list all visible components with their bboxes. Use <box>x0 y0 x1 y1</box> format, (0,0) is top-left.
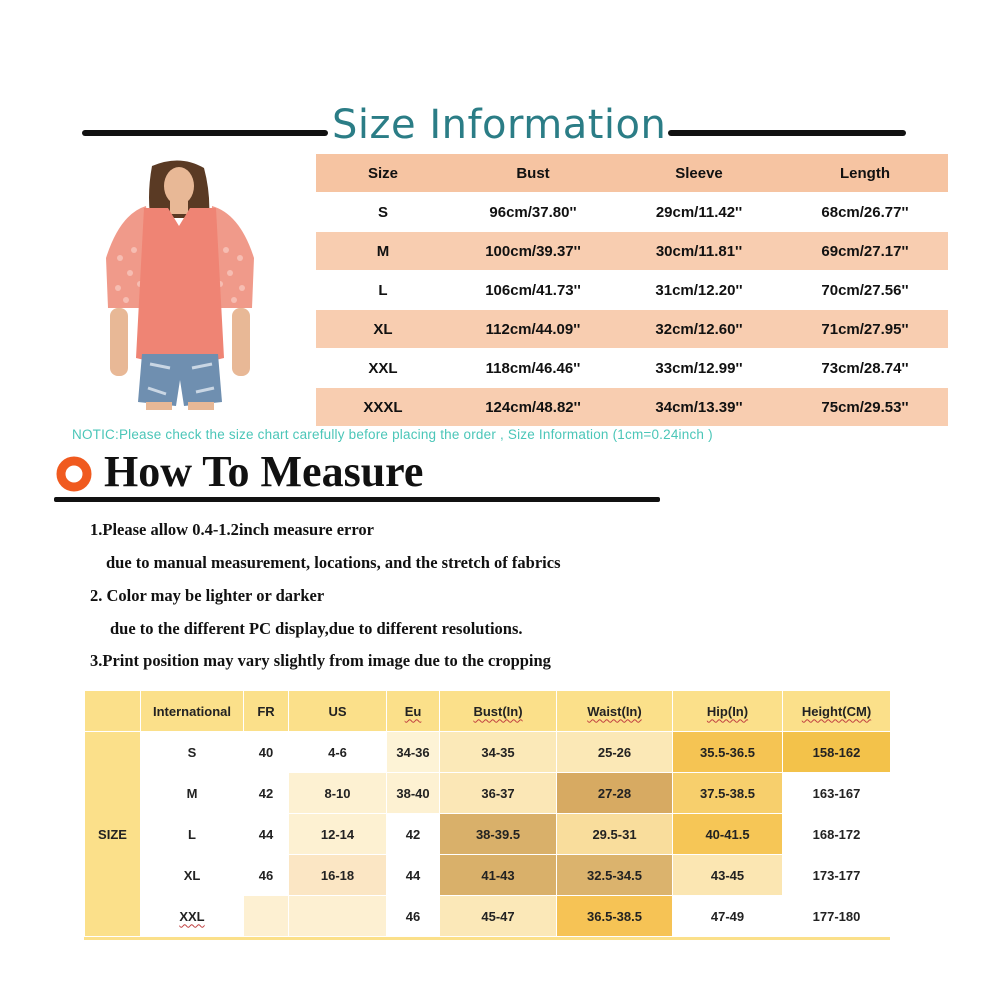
cell-international: L <box>141 814 244 855</box>
header-hip <box>673 691 783 732</box>
model-photo <box>100 158 260 410</box>
cell-bust: 106cm/41.73'' <box>450 271 616 310</box>
title-rule-right <box>668 130 906 136</box>
cell-sleeve: 29cm/11.42'' <box>616 193 782 232</box>
cell-bust: 112cm/44.09'' <box>450 310 616 349</box>
cell-sleeve: 31cm/12.20'' <box>616 271 782 310</box>
cell-fr: 40 <box>244 732 289 773</box>
header-eu-label: Eu <box>404 703 422 719</box>
cell-sleeve: 30cm/11.81'' <box>616 232 782 271</box>
table-row <box>85 814 891 855</box>
cell-eu: 34-36 <box>387 732 440 773</box>
cell-height: 168-172 <box>783 814 891 855</box>
header-international: International <box>141 691 244 732</box>
cell-eu: 44 <box>387 855 440 896</box>
cell-eu: 46 <box>387 896 440 937</box>
header-length: Length <box>782 154 948 193</box>
measure-note: 2. Color may be lighter or darker <box>90 586 325 605</box>
measure-note: due to the different PC display,due to different resolutions. <box>110 619 523 638</box>
size-table-header <box>316 154 948 193</box>
cell-sleeve: 33cm/12.99'' <box>616 349 782 388</box>
cell-bust: 34-35 <box>440 732 557 773</box>
header-height-label: Height(CM) <box>801 703 872 719</box>
cell-bust: 118cm/46.46'' <box>450 349 616 388</box>
cell-height: 173-177 <box>783 855 891 896</box>
cell-bust: 124cm/48.82'' <box>450 388 616 427</box>
cell-size: S <box>316 193 450 232</box>
measure-note: 3.Print position may vary slightly from image due to the cropping <box>90 651 551 670</box>
cell-us: 12-14 <box>289 814 387 855</box>
cell-us: 8-10 <box>289 773 387 814</box>
cell-hip: 37.5-38.5 <box>673 773 783 814</box>
cell-international <box>141 896 244 937</box>
cell-international: S <box>141 732 244 773</box>
cell-waist: 32.5-34.5 <box>557 855 673 896</box>
cell-sleeve: 34cm/13.39'' <box>616 388 782 427</box>
cell-length: 70cm/27.56'' <box>782 271 948 310</box>
cell-waist: 25-26 <box>557 732 673 773</box>
title-rule-left <box>82 130 328 136</box>
cell-size: M <box>316 232 450 271</box>
cell-height: 158-162 <box>783 732 891 773</box>
header-waist <box>557 691 673 732</box>
cell-international: M <box>141 773 244 814</box>
header-bust <box>440 691 557 732</box>
cell-hip: 43-45 <box>673 855 783 896</box>
table-row <box>85 896 891 937</box>
cell-hip: 35.5-36.5 <box>673 732 783 773</box>
orange-ring-icon <box>56 456 92 492</box>
cell-eu: 42 <box>387 814 440 855</box>
header-us: US <box>289 691 387 732</box>
international-size-table <box>84 690 891 937</box>
table-row <box>316 310 948 349</box>
cell-hip: 40-41.5 <box>673 814 783 855</box>
cell-waist: 27-28 <box>557 773 673 814</box>
cell-hip: 47-49 <box>673 896 783 937</box>
cell-waist: 36.5-38.5 <box>557 896 673 937</box>
cell-international: XL <box>141 855 244 896</box>
cell-size: XXXL <box>316 388 450 427</box>
cell-bust: 41-43 <box>440 855 557 896</box>
cell-fr: 46 <box>244 855 289 896</box>
cell-length: 69cm/27.17'' <box>782 232 948 271</box>
cell-length: 71cm/27.95'' <box>782 310 948 349</box>
table-row <box>316 349 948 388</box>
measure-note: due to manual measurement, locations, and the stretch of fabrics <box>106 553 561 572</box>
size-side-label: SIZE <box>85 732 141 937</box>
cell-us: 4-6 <box>289 732 387 773</box>
cell-bust: 45-47 <box>440 896 557 937</box>
header-bust-label: Bust(In) <box>473 703 523 719</box>
measure-title: How To Measure <box>104 447 424 496</box>
measure-note: 1.Please allow 0.4-1.2inch measure error <box>90 520 374 539</box>
cell-bust: 36-37 <box>440 773 557 814</box>
cell-international-label: XXL <box>179 908 205 924</box>
intl-table-header <box>85 691 891 732</box>
cell-fr: 44 <box>244 814 289 855</box>
table-row <box>85 732 891 773</box>
header-sleeve: Sleeve <box>616 154 782 193</box>
header-blank <box>85 691 141 732</box>
table-row <box>316 388 948 427</box>
table-row <box>316 271 948 310</box>
header-bust: Bust <box>450 154 616 193</box>
cell-size: L <box>316 271 450 310</box>
page-title: Size Information <box>332 102 667 148</box>
size-table <box>316 154 948 427</box>
cell-us <box>289 896 387 937</box>
cell-bust: 38-39.5 <box>440 814 557 855</box>
table-row <box>85 855 891 896</box>
international-size-chart <box>84 690 890 940</box>
header-hip-label: Hip(In) <box>706 703 749 719</box>
cell-length: 73cm/28.74'' <box>782 349 948 388</box>
cell-bust: 96cm/37.80'' <box>450 193 616 232</box>
cell-size: XL <box>316 310 450 349</box>
cell-height: 163-167 <box>783 773 891 814</box>
measure-rule <box>54 497 660 502</box>
header-height <box>783 691 891 732</box>
header-size: Size <box>316 154 450 193</box>
header-eu <box>387 691 440 732</box>
cell-length: 68cm/26.77'' <box>782 193 948 232</box>
cell-fr <box>244 896 289 937</box>
cell-waist: 29.5-31 <box>557 814 673 855</box>
table-row <box>85 773 891 814</box>
table-row <box>316 232 948 271</box>
cell-us: 16-18 <box>289 855 387 896</box>
header-fr: FR <box>244 691 289 732</box>
table-row <box>316 193 948 232</box>
header-waist-label: Waist(In) <box>587 703 642 719</box>
cell-sleeve: 32cm/12.60'' <box>616 310 782 349</box>
cell-bust: 100cm/39.37'' <box>450 232 616 271</box>
cell-height: 177-180 <box>783 896 891 937</box>
cell-length: 75cm/29.53'' <box>782 388 948 427</box>
cell-fr: 42 <box>244 773 289 814</box>
size-notice: NOTIC:Please check the size chart carefully before placing the order , Size Information (1cm=0.24inch ) <box>72 427 713 442</box>
cell-eu: 38-40 <box>387 773 440 814</box>
cell-size: XXL <box>316 349 450 388</box>
